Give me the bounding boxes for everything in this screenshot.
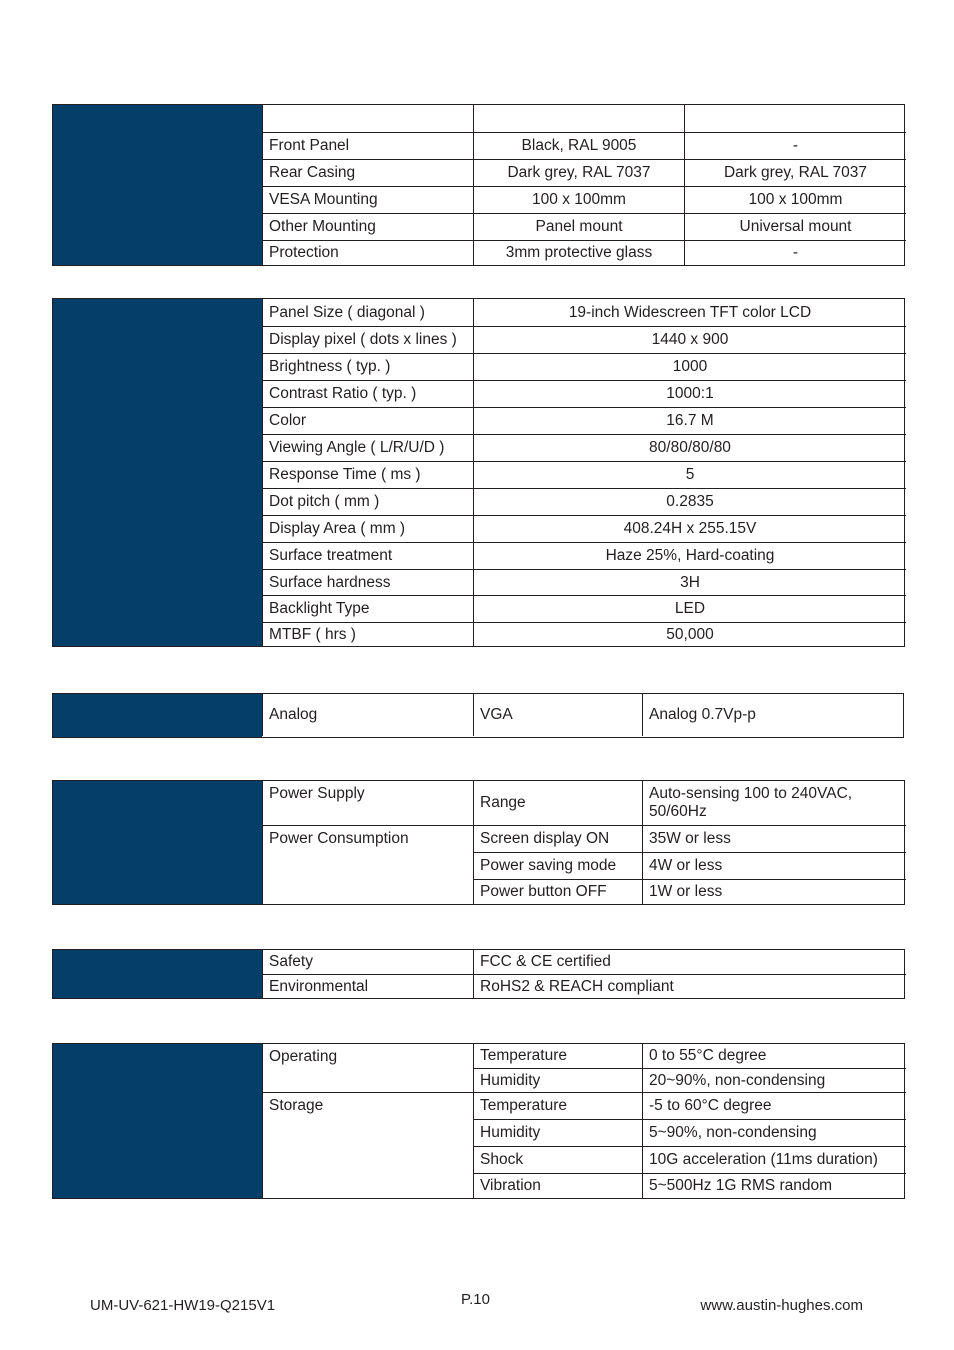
table-cell xyxy=(473,950,906,974)
row-label: Screen display ON xyxy=(480,830,610,847)
row-label: Contrast Ratio ( typ. ) xyxy=(269,385,417,402)
row-label: Surface treatment xyxy=(269,547,393,564)
table-cell xyxy=(642,825,906,852)
table-cell xyxy=(262,299,473,326)
row-label: Analog xyxy=(269,706,318,723)
table-cell xyxy=(262,132,473,159)
table-cell xyxy=(473,1092,642,1119)
row-value: 80/80/80/80 xyxy=(649,439,731,456)
table-cell xyxy=(473,879,642,904)
table-cell xyxy=(642,1092,906,1119)
page-number: P.10 xyxy=(461,1291,490,1308)
table-cell xyxy=(262,488,473,515)
row-label: Temperature xyxy=(480,1097,568,1114)
row-value: - xyxy=(792,137,799,154)
table-cell xyxy=(642,1146,906,1173)
row-value: Universal mount xyxy=(739,218,852,235)
table-cell xyxy=(262,622,473,646)
row-value: 35W or less xyxy=(649,830,731,847)
table-cell xyxy=(262,326,473,353)
table-cell xyxy=(262,595,473,622)
row-label: VESA Mounting xyxy=(269,191,378,208)
table-cell xyxy=(473,353,906,380)
table-cell xyxy=(684,132,906,159)
table-cell xyxy=(262,781,473,825)
table-cell xyxy=(473,622,906,646)
certification-table xyxy=(52,949,905,999)
table-cell xyxy=(262,353,473,380)
row-label: Surface hardness xyxy=(269,573,391,591)
table-cell xyxy=(473,515,906,542)
table-cell xyxy=(473,488,906,515)
table-cell xyxy=(473,461,906,488)
document-code: UM-UV-621-HW19-Q215V1 xyxy=(90,1297,276,1314)
section-header-panel xyxy=(53,950,262,998)
table-cell xyxy=(684,159,906,186)
row-value: 0.2835 xyxy=(666,493,714,510)
table-cell xyxy=(262,974,473,998)
table-cell xyxy=(262,950,473,974)
table-cell xyxy=(473,1173,642,1198)
row-value: 5 xyxy=(685,466,695,483)
row-label: Operating xyxy=(269,1048,338,1065)
row-label: Viewing Angle ( L/R/U/D ) xyxy=(269,439,445,456)
table-cell xyxy=(473,240,684,265)
table-cell xyxy=(473,781,642,825)
display-table xyxy=(52,298,905,647)
table-cell xyxy=(262,186,473,213)
table-cell xyxy=(642,694,902,736)
row-label: Backlight Type xyxy=(269,600,370,617)
section-header-panel xyxy=(53,299,262,646)
row-label: Panel Size ( diagonal ) xyxy=(269,303,425,321)
table-cell xyxy=(473,105,684,132)
website-link[interactable]: www.austin-hughes.com xyxy=(700,1297,863,1314)
row-label: Front Panel xyxy=(269,137,350,154)
row-value: Black, RAL 9005 xyxy=(521,137,637,154)
table-cell xyxy=(262,105,473,132)
row-value: FCC & CE certified xyxy=(480,953,611,970)
row-value: 3mm protective glass xyxy=(505,244,653,261)
row-label: Shock xyxy=(480,1151,524,1168)
row-value: 408.24H x 255.15V xyxy=(623,520,757,537)
row-value: Analog 0.7Vp-p xyxy=(649,706,756,723)
table-cell xyxy=(473,825,642,852)
table-cell xyxy=(473,326,906,353)
section-header-panel xyxy=(53,1044,262,1198)
row-value: Auto-sensing 100 to 240VAC, 50/60Hz xyxy=(649,785,853,820)
table-cell xyxy=(473,380,906,407)
row-value: 100 x 100mm xyxy=(532,191,626,208)
row-label: Power button OFF xyxy=(480,883,607,900)
table-cell xyxy=(642,852,906,879)
row-value: 20~90%, non-condensing xyxy=(649,1071,826,1089)
row-value: Dark grey, RAL 7037 xyxy=(723,164,867,181)
row-label: Temperature xyxy=(480,1047,568,1064)
table-cell xyxy=(684,105,906,132)
table-cell xyxy=(473,159,684,186)
row-label: Rear Casing xyxy=(269,164,356,181)
row-label: Color xyxy=(269,412,307,429)
table-cell xyxy=(262,542,473,569)
row-value: 19-inch Widescreen TFT color LCD xyxy=(568,303,812,321)
table-cell xyxy=(473,1044,642,1068)
table-cell xyxy=(642,1044,906,1068)
table-cell xyxy=(262,1044,473,1092)
table-cell xyxy=(473,186,684,213)
table-cell xyxy=(642,879,906,904)
row-label: Humidity xyxy=(480,1071,541,1089)
table-cell xyxy=(642,1173,906,1198)
row-label: Display pixel ( dots x lines ) xyxy=(269,331,457,348)
row-label: Display Area ( mm ) xyxy=(269,520,406,537)
table-cell xyxy=(473,299,906,326)
table-cell xyxy=(684,240,906,265)
row-label: Range xyxy=(480,794,526,811)
input-table xyxy=(52,693,904,738)
row-value: 1000 xyxy=(672,358,708,375)
section-header-panel xyxy=(53,694,262,737)
row-label: MTBF ( hrs ) xyxy=(269,625,356,643)
row-value: - xyxy=(792,244,799,261)
row-value: LED xyxy=(674,600,706,617)
table-cell xyxy=(262,407,473,434)
row-label: Protection xyxy=(269,244,339,261)
table-cell xyxy=(473,132,684,159)
row-label: Response Time ( ms ) xyxy=(269,466,421,483)
row-label: Storage xyxy=(269,1097,324,1114)
row-label: Dot pitch ( mm ) xyxy=(269,493,380,510)
row-label: Vibration xyxy=(480,1177,541,1194)
table-cell xyxy=(642,1119,906,1146)
section-header-panel xyxy=(53,105,262,265)
power-table xyxy=(52,780,905,905)
row-label: Humidity xyxy=(480,1124,541,1141)
table-cell xyxy=(262,159,473,186)
table-cell xyxy=(262,434,473,461)
table-cell xyxy=(642,1068,906,1092)
row-value: 0 to 55°C degree xyxy=(649,1047,767,1064)
table-cell xyxy=(684,186,906,213)
table-cell xyxy=(262,213,473,240)
table-cell xyxy=(262,461,473,488)
table-cell xyxy=(473,213,684,240)
row-label: Other Mounting xyxy=(269,218,376,235)
section-header-panel xyxy=(53,781,262,904)
table-cell xyxy=(473,407,906,434)
row-value: 5~90%, non-condensing xyxy=(649,1124,817,1141)
table-cell xyxy=(473,542,906,569)
table-cell xyxy=(473,569,906,595)
row-value: RoHS2 & REACH compliant xyxy=(480,977,674,995)
row-label: Environmental xyxy=(269,977,369,995)
row-value: 16.7 M xyxy=(666,412,714,429)
row-value: -5 to 60°C degree xyxy=(649,1097,772,1114)
row-value: 4W or less xyxy=(649,857,723,874)
row-value: 50,000 xyxy=(666,625,714,643)
table-cell xyxy=(473,1119,642,1146)
table-cell xyxy=(262,380,473,407)
table-cell xyxy=(262,240,473,265)
row-value: Dark grey, RAL 7037 xyxy=(507,164,651,181)
table-cell xyxy=(473,434,906,461)
row-value: 1000:1 xyxy=(666,385,714,402)
row-value: 10G acceleration (11ms duration) xyxy=(649,1151,878,1168)
row-value: Haze 25%, Hard-coating xyxy=(605,547,775,564)
row-label: Power Supply xyxy=(269,785,365,802)
table-cell xyxy=(684,213,906,240)
row-value: 100 x 100mm xyxy=(748,191,843,208)
table-cell xyxy=(473,595,906,622)
row-value: VGA xyxy=(480,706,513,723)
row-value: 1W or less xyxy=(649,883,723,900)
table-cell xyxy=(262,825,473,904)
row-label: Safety xyxy=(269,953,313,970)
table-cell xyxy=(262,1092,473,1198)
row-label: Power Consumption xyxy=(269,830,409,847)
table-cell xyxy=(473,1068,642,1092)
table-cell xyxy=(262,515,473,542)
row-value: 1440 x 900 xyxy=(651,331,729,348)
row-label: Power saving mode xyxy=(480,857,617,874)
row-value: Panel mount xyxy=(535,218,623,235)
table-cell xyxy=(473,694,642,736)
table-cell xyxy=(262,569,473,595)
enclosure-table xyxy=(52,104,905,266)
table-cell xyxy=(642,781,906,825)
table-cell xyxy=(473,974,906,998)
environment-table xyxy=(52,1043,905,1199)
table-cell xyxy=(473,1146,642,1173)
row-value: 3H xyxy=(680,573,700,591)
row-value: 5~500Hz 1G RMS random xyxy=(649,1177,833,1194)
row-label: Brightness ( typ. ) xyxy=(269,358,391,375)
table-cell xyxy=(473,852,642,879)
table-cell xyxy=(262,694,473,736)
